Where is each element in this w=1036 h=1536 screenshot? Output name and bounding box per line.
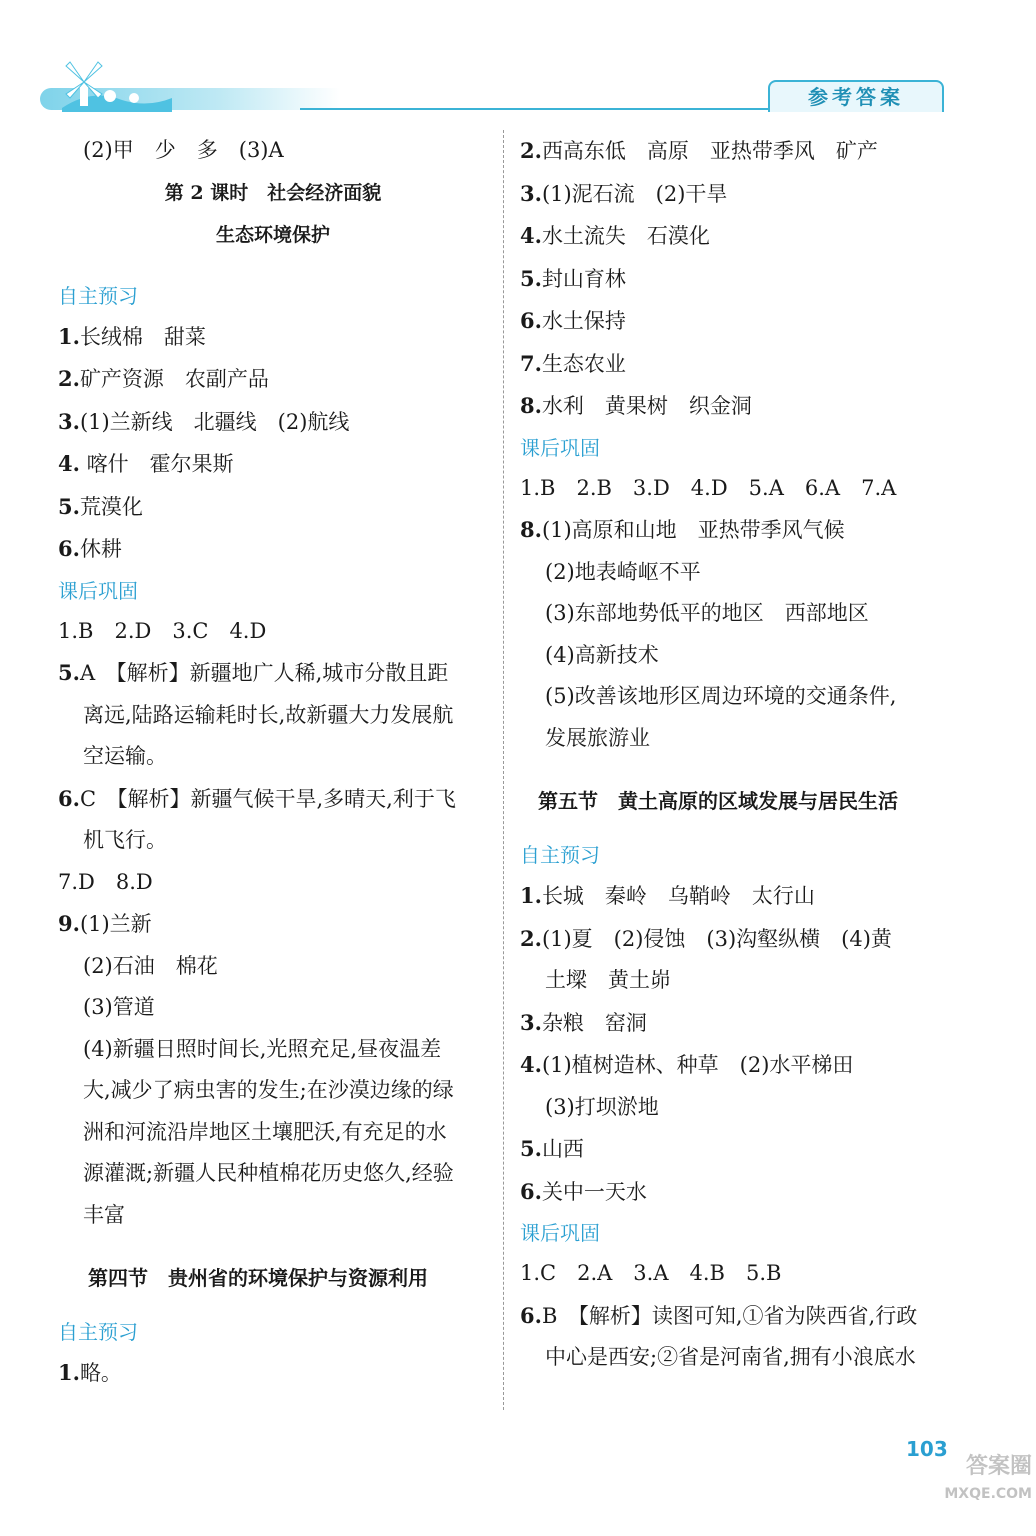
answer-line: 1.B 2.D 3.C 4.D [58, 618, 267, 643]
windmill-icon [62, 58, 172, 112]
left-column [58, 130, 488, 1395]
section-heading-preview: 自主预习 [520, 843, 600, 867]
answer-line: 8.水利 黄果树 织金洞 [520, 393, 752, 418]
answer-continuation: 大,减少了病虫害的发生;在沙漠边缘的绿 [83, 1078, 454, 1102]
answer-line: 8.(1)高原和山地 亚热带季风气候 [520, 517, 845, 542]
answer-line: 1.长城 秦岭 乌鞘岭 太行山 [520, 883, 815, 908]
answer-continuation: (4)新疆日照时间长,光照充足,昼夜温差 [83, 1036, 442, 1061]
answer-continuation: (4)高新技术 [545, 642, 659, 667]
answer-line: 9.(1)兰新 [58, 911, 152, 936]
answer-line: 6.休耕 [58, 536, 122, 561]
watermark-logo: 答案圈 MXQE.COM [944, 1454, 1032, 1502]
answer-line: 2.西高东低 高原 亚热带季风 矿产 [520, 138, 878, 163]
answer-line: 1.略。 [58, 1360, 122, 1385]
answer-line: 5.山西 [520, 1136, 584, 1161]
page-header [0, 0, 1036, 118]
answer-continuation: 发展旅游业 [545, 725, 650, 750]
answer-line: 4.(1)植树造林、种草 (2)水平梯田 [520, 1052, 854, 1077]
section-heading-review: 课后巩固 [58, 578, 138, 603]
answer-key-tab: 参考答案 [768, 80, 944, 112]
chapter-title-5: 第五节 黄土高原的区域发展与居民生活 [538, 789, 898, 813]
answer-line: 3.(1)兰新线 北疆线 (2)航线 [58, 408, 350, 434]
answer-continuation: 离远,陆路运输耗时长,故新疆大力发展航 [83, 702, 454, 727]
answer-line: 7.D 8.D [58, 869, 153, 894]
lesson-subtitle: 生态环境保护 [215, 223, 330, 246]
chapter-title-4: 第四节 贵州省的环境保护与资源利用 [88, 1266, 428, 1290]
answer-continuation: 源灌溉;新疆人民种植棉花历史悠久,经验 [83, 1161, 454, 1185]
answer-line: 1.长绒棉 甜菜 [58, 323, 206, 349]
answer-line: 6.水土保持 [520, 308, 626, 333]
column-divider [503, 130, 504, 1410]
answer-line: 5.荒漠化 [58, 493, 143, 519]
answer-continuation: 空运输。 [83, 744, 167, 768]
section-heading-preview: 自主预习 [58, 283, 138, 308]
answer-continuation: (3)东部地势低平的地区 西部地区 [545, 601, 869, 625]
answer-line: 3.杂粮 窑洞 [520, 1009, 647, 1035]
answer-continuation: 洲和河流沿岸地区土壤肥沃,有充足的水 [83, 1119, 447, 1144]
section-heading-review: 课后巩固 [520, 1221, 600, 1245]
answer-line: 6.C 【解析】新疆气候干旱,多晴天,利于飞 [58, 785, 456, 811]
answer-line: 5.封山育林 [520, 265, 626, 291]
answer-line: 1.B 2.B 3.D 4.D 5.A 6.A 7.A [520, 475, 897, 500]
answer-line: 4. 喀什 霍尔果斯 [58, 451, 234, 476]
answer-continuation: (2)石油 棉花 [83, 953, 218, 978]
answer-line: 2.矿产资源 农副产品 [58, 366, 269, 391]
answer-line: 7.生态农业 [520, 350, 626, 376]
answer-continuation: (3)管道 [83, 995, 155, 1019]
lesson-title: 第 2 课时 社会经济面貌 [164, 181, 382, 204]
answer-line: 3.(1)泥石流 (2)干旱 [520, 180, 728, 206]
answer-continuation: (2)地表崎岖不平 [545, 559, 701, 584]
answer-line: 1.C 2.A 3.A 4.B 5.B [520, 1261, 782, 1285]
answer-continuation: 中心是西安;②省是河南省,拥有小浪底水 [545, 1345, 916, 1369]
header-rule [300, 108, 770, 110]
answer-continuation: (3)打坝淤地 [545, 1094, 659, 1119]
answer-continuation: 土墚 黄土峁 [545, 968, 671, 992]
answer-line: 6.关中一天水 [520, 1178, 647, 1204]
answer-line: 2.(1)夏 (2)侵蚀 (3)沟壑纵横 (4)黄 [520, 925, 892, 951]
answer-line: 5.A 【解析】新疆地广人稀,城市分散且距 [58, 660, 449, 685]
answer-continuation: 机飞行。 [83, 828, 167, 852]
answer-continuation: (5)改善该地形区周边环境的交通条件, [545, 684, 897, 708]
answer-line: 6.B 【解析】读图可知,①省为陕西省,行政 [520, 1302, 918, 1328]
answer-continuation: 丰富 [83, 1202, 125, 1227]
section-heading-review: 课后巩固 [520, 435, 600, 460]
page-number: 103 [906, 1437, 948, 1461]
answer-line: (2)甲 少 多 (3)A [83, 138, 284, 162]
section-heading-preview: 自主预习 [58, 1320, 138, 1344]
answer-line: 4.水土流失 石漠化 [520, 223, 710, 248]
right-column [520, 130, 960, 1379]
